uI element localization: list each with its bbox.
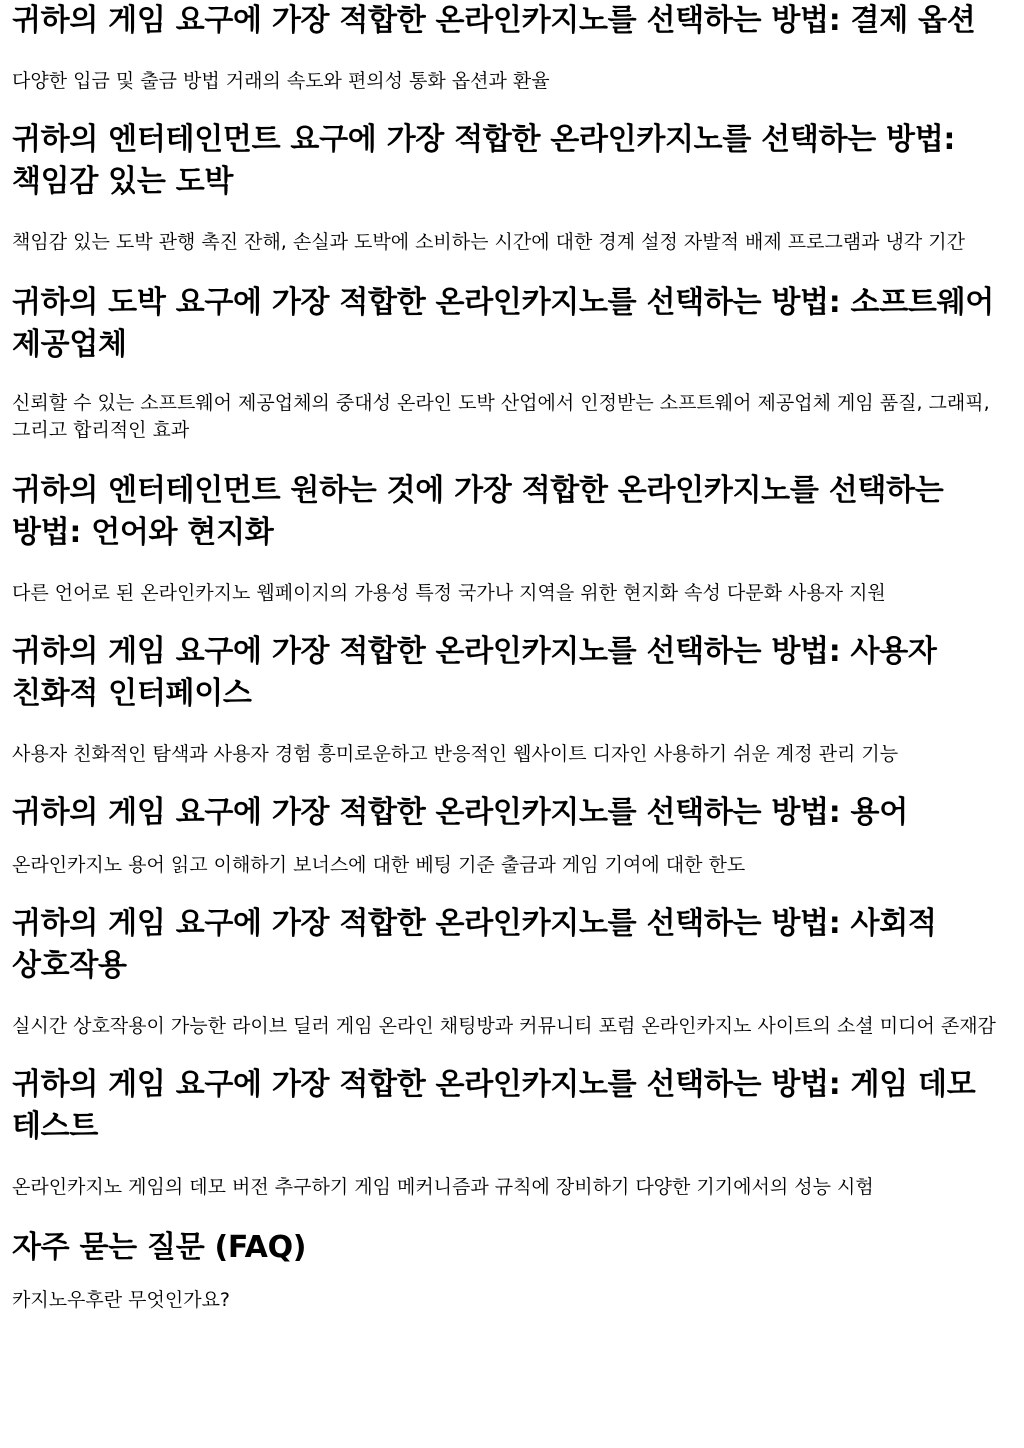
section-heading: 귀하의 엔터테인먼트 요구에 가장 적합한 온라인카지노를 선택하는 방법: 책임감 있는 도박 [12, 122, 956, 199]
section-description: 다른 언어로 된 온라인카지노 웹페이지의 가용성 특정 국가나 지역을 위한 현지화 속성 다문화 사용자 지원 [12, 582, 886, 604]
section-software-providers [12, 282, 1014, 444]
section-game-demo-testing [12, 1064, 1014, 1201]
section-heading: 귀하의 게임 요구에 가장 적합한 온라인카지노를 선택하는 방법: 용어 [12, 795, 908, 830]
section-language-localization [12, 470, 1014, 607]
section-heading: 귀하의 도박 요구에 가장 적합한 온라인카지노를 선택하는 방법: 소프트웨어 제공업체 [12, 285, 994, 362]
section-description: 온라인카지노 게임의 데모 버전 추구하기 게임 메커니즘과 규칙에 장비하기 다양한 기기에서의 성능 시험 [12, 1176, 874, 1198]
faq-heading: 자주 묻는 질문 (FAQ) [12, 1230, 307, 1265]
section-responsible-gambling [12, 119, 1014, 256]
section-terms [12, 792, 1014, 879]
section-description: 사용자 친화적인 탐색과 사용자 경험 흥미로운하고 반응적인 웹사이트 디자인 사용하기 쉬운 계정 관리 기능 [12, 743, 899, 765]
section-heading: 귀하의 게임 요구에 가장 적합한 온라인카지노를 선택하는 방법: 사용자 친화적 인터페이스 [12, 634, 937, 711]
section-heading: 귀하의 게임 요구에 가장 적합한 온라인카지노를 선택하는 방법: 게임 데모 테스트 [12, 1067, 976, 1144]
section-description: 신뢰할 수 있는 소프트웨어 제공업체의 중대성 온라인 도박 산업에서 인정받는 소프트웨어 제공업체 게임 품질, 그래픽, 그리고 합리적인 효과 [12, 392, 990, 441]
section-social-interaction [12, 903, 1014, 1040]
section-user-friendly-interface [12, 631, 1014, 768]
section-description: 실시간 상호작용이 가능한 라이브 딜러 게임 온라인 채팅방과 커뮤니티 포럼 온라인카지노 사이트의 소셜 미디어 존재감 [12, 1015, 996, 1037]
section-heading: 귀하의 게임 요구에 가장 적합한 온라인카지노를 선택하는 방법: 사회적 상호작용 [12, 906, 937, 983]
section-heading: 귀하의 엔터테인먼트 원하는 것에 가장 적합한 온라인카지노를 선택하는 방법: 언어와 현지화 [12, 473, 944, 550]
section-description: 온라인카지노 용어 읽고 이해하기 보너스에 대한 베팅 기준 출금과 게임 기여에 대한 한도 [12, 854, 746, 876]
section-heading: 귀하의 게임 요구에 가장 적합한 온라인카지노를 선택하는 방법: 결제 옵션 [12, 3, 976, 38]
section-faq [12, 1227, 1014, 1314]
section-description: 책임감 있는 도박 관행 촉진 잔해, 손실과 도박에 소비하는 시간에 대한 경계 설정 자발적 배제 프로그램과 냉각 기간 [12, 231, 965, 253]
faq-question: 카지노우후란 무엇인가요? [12, 1289, 231, 1311]
section-payment-options [12, 0, 1014, 95]
section-description: 다양한 입금 및 출금 방법 거래의 속도와 편의성 통화 옵션과 환율 [12, 70, 550, 92]
